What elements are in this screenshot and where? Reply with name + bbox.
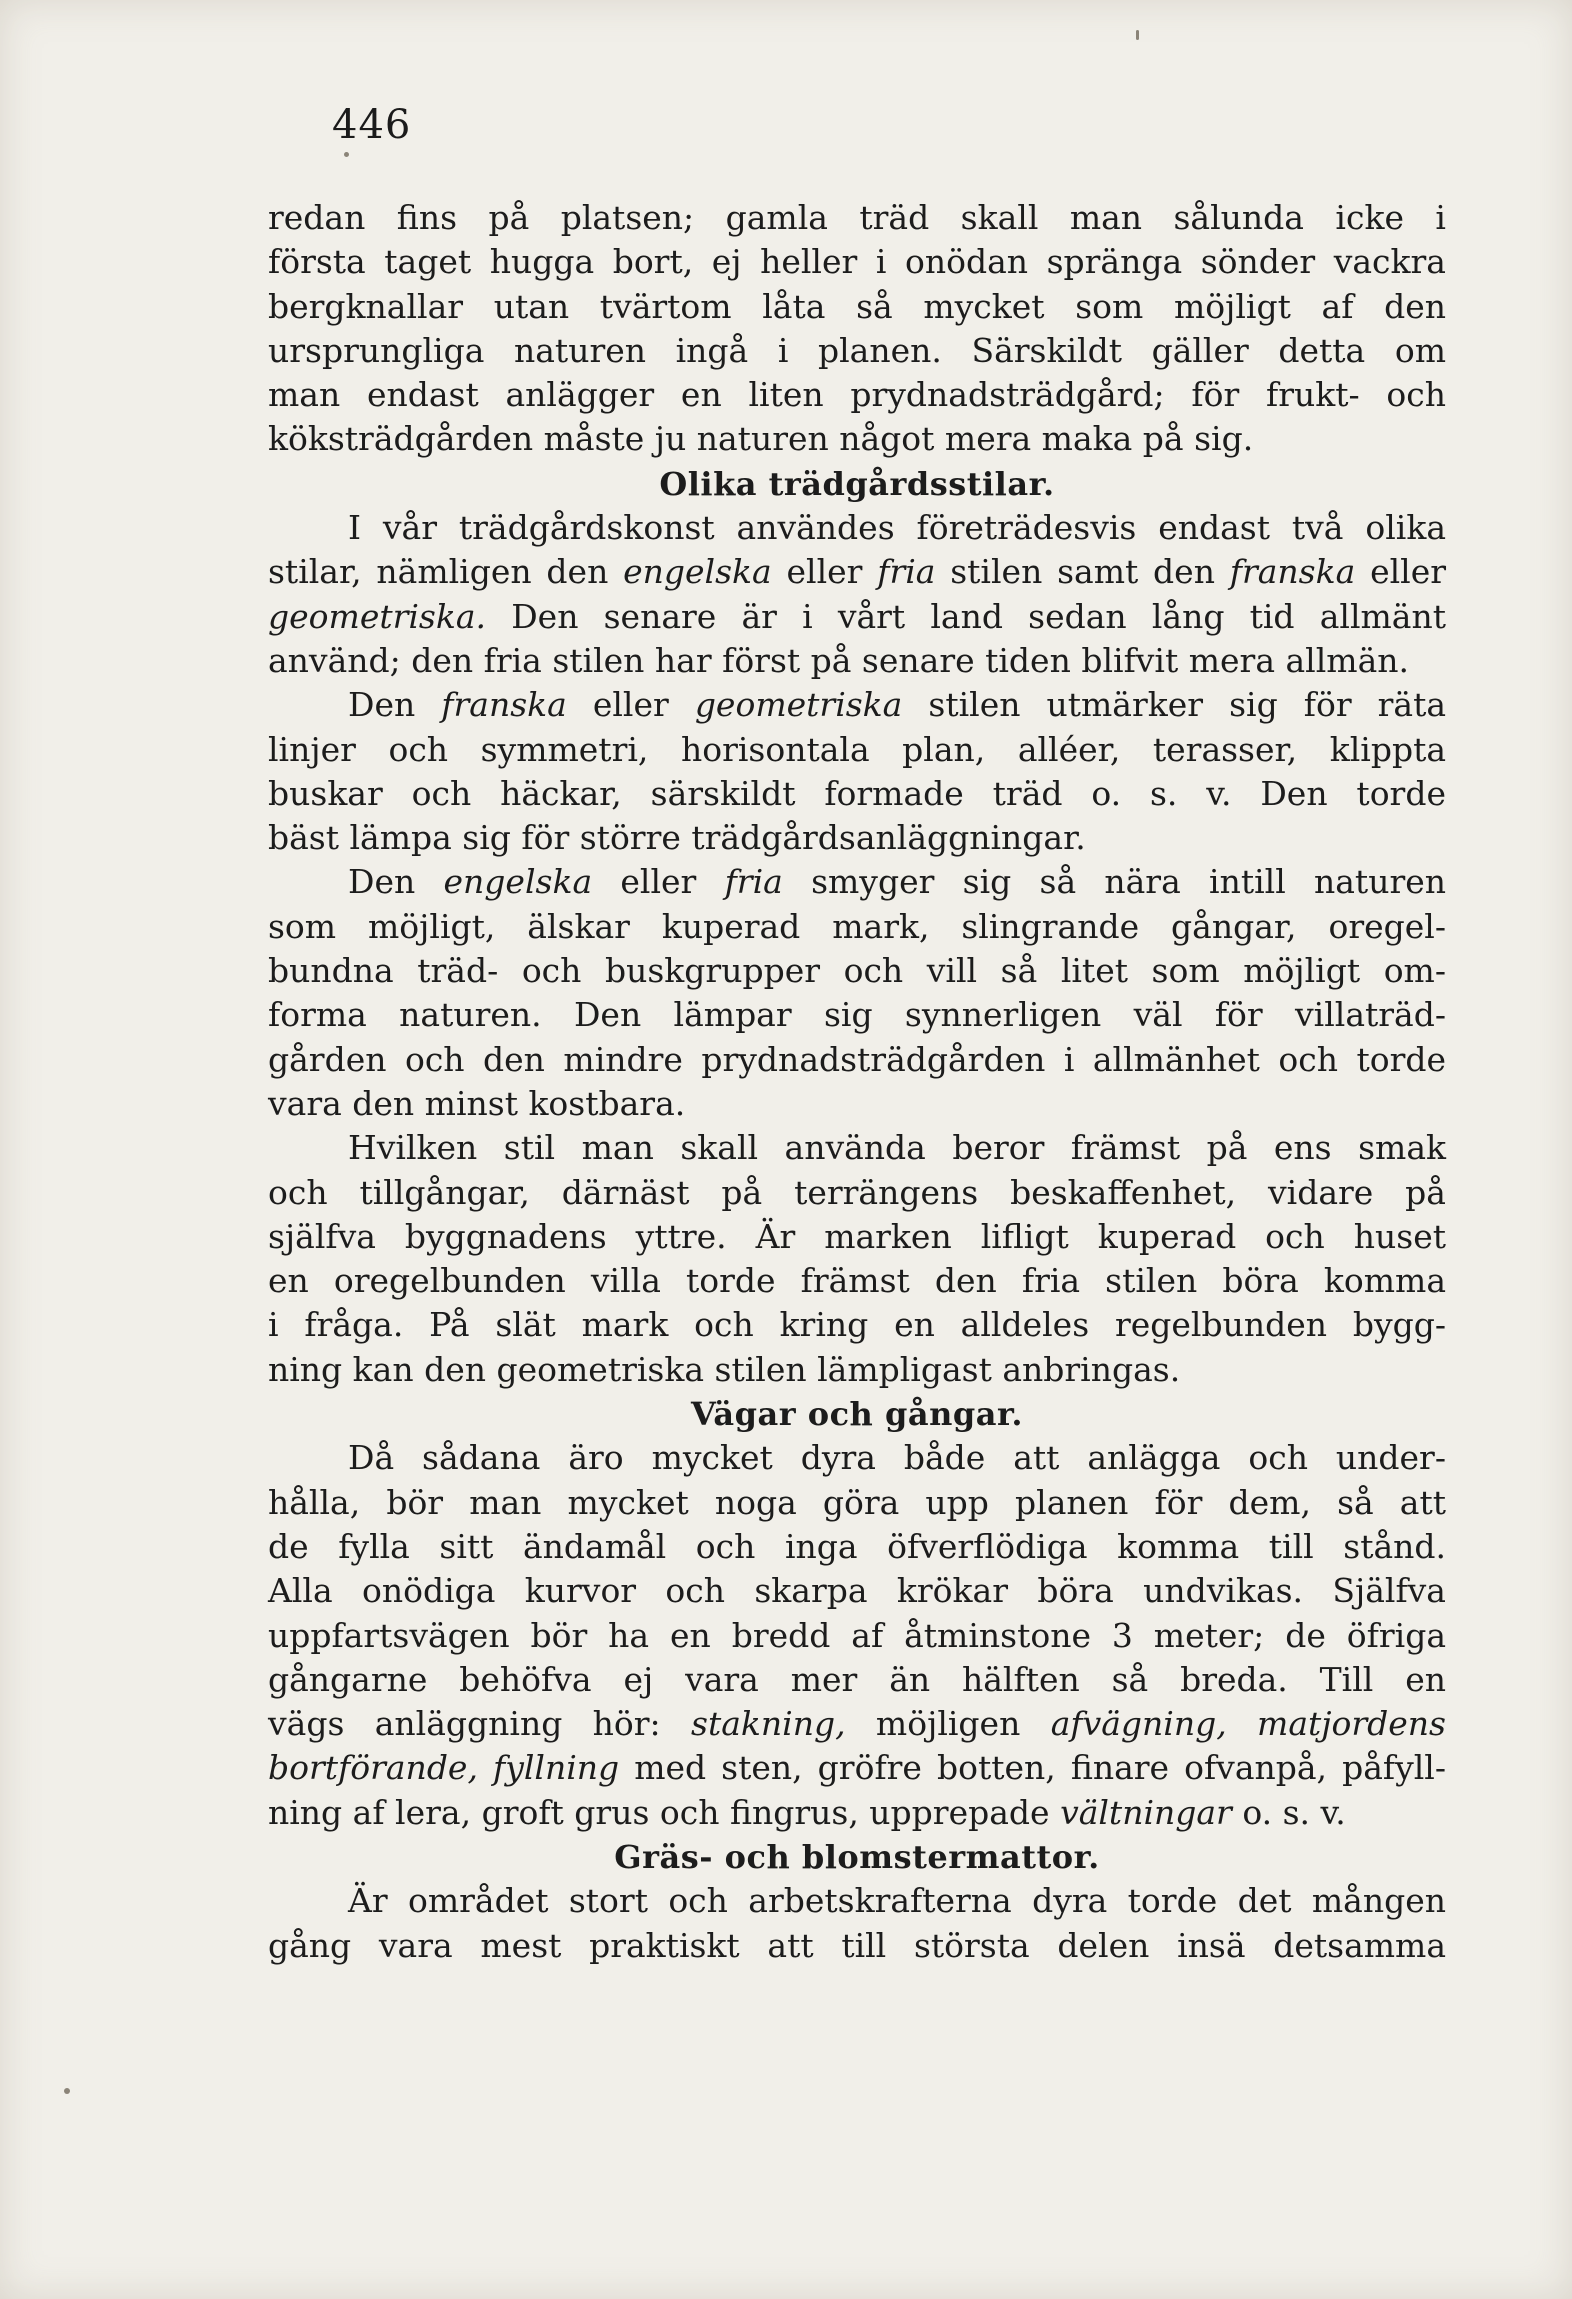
text-line: använd; den fria stilen har först på senare tiden blifvit mera allmän. <box>268 640 1409 680</box>
text-line: vara den minst kostbara. <box>268 1083 686 1123</box>
text-line: i fråga. På slät mark och kring en alldeles regelbunden bygg- <box>268 1305 1446 1345</box>
paragraph-paths <box>268 1436 1446 1835</box>
paper-speck <box>1136 30 1139 40</box>
paragraph-styles-intro <box>268 506 1446 683</box>
text-line: hålla, bör man mycket noga göra upp planen för dem, så att <box>268 1482 1446 1522</box>
paragraph-english-style <box>268 860 1446 1126</box>
text-line: man endast anlägger en liten prydnadsträdgård; för frukt- och <box>268 375 1446 415</box>
text-line: och tillgångar, därnäst på terrängens beskaffenhet, vidare på <box>268 1172 1446 1212</box>
text-line: I vår trädgårdskonst användes företrädesvis endast två olika <box>348 508 1446 548</box>
section-heading-paths: Vägar och gångar. <box>690 1395 1023 1434</box>
text-line: Då sådana äro mycket dyra både att anlägga och under- <box>348 1438 1446 1478</box>
paper-speck <box>344 152 349 157</box>
text-line: första taget hugga bort, ej heller i onödan spränga sönder vackra <box>268 242 1446 282</box>
text-line: Är området stort och arbetskrafterna dyra torde det mången <box>348 1881 1446 1921</box>
text-line: bortförande, fyllning med sten, gröfre botten, finare ofvanpå, påfyll- <box>268 1748 1446 1788</box>
text-line: linjer och symmetri, horisontala plan, alléer, terasser, klippta <box>268 729 1446 769</box>
text-line: ursprungliga naturen ingå i planen. Särskildt gäller detta om <box>268 330 1446 370</box>
text-line: geometriska. Den senare är i vårt land sedan lång tid allmänt <box>268 596 1446 636</box>
body-text <box>268 196 1446 1968</box>
text-line: redan fins på platsen; gamla träd skall man sålunda icke i <box>268 198 1446 237</box>
text-line: bergknallar utan tvärtom låta så mycket som möjligt af den <box>268 286 1446 326</box>
text-line: gång vara mest praktiskt att till största delen insä detsamma <box>268 1925 1446 1965</box>
text-line: bundna träd- och buskgrupper och vill så litet som möjligt om- <box>268 951 1446 991</box>
text-line: ning af lera, groft grus och fingrus, upprepade vältningar o. s. v. <box>268 1792 1346 1832</box>
text-line: Den franska eller geometriska stilen utmärker sig för räta <box>348 685 1447 725</box>
text-line: bäst lämpa sig för större trädgårdsanläggningar. <box>268 818 1086 858</box>
text-line: buskar och häckar, särskildt formade träd o. s. v. Den torde <box>268 773 1446 813</box>
text-line: ning kan den geometriska stilen lämpligast anbringas. <box>268 1349 1181 1389</box>
text-line: som möjligt, älskar kuperad mark, slingrande gångar, oregel- <box>268 906 1446 946</box>
text-line: forma naturen. Den lämpar sig synnerligen väl för villaträd- <box>268 995 1446 1035</box>
text-line: köksträdgården måste ju naturen något mera maka på sig. <box>268 419 1254 459</box>
text-line: de fylla sitt ändamål och inga öfverflödiga komma till stånd. <box>268 1526 1446 1566</box>
text-line: stilar, nämligen den engelska eller fria stilen samt den franska eller <box>268 552 1447 592</box>
page-number: 446 <box>332 102 412 148</box>
text-line: gångarne behöfva ej vara mer än hälften så breda. Till en <box>268 1659 1446 1699</box>
text-line: vägs anläggning hör: stakning, möjligen afvägning, matjordens <box>268 1704 1446 1744</box>
text-line: uppfartsvägen bör ha en bredd af åtminstone 3 meter; de öfriga <box>268 1615 1446 1655</box>
section-heading-lawns: Gräs- och blomstermattor. <box>614 1837 1100 1876</box>
paragraph-style-choice <box>268 1126 1446 1392</box>
text-line: en oregelbunden villa torde främst den fria stilen böra komma <box>268 1261 1446 1301</box>
text-line: själfva byggnadens yttre. Är marken lifligt kuperad och huset <box>268 1216 1446 1256</box>
text-line: Hvilken stil man skall använda beror främst på ens smak <box>348 1128 1446 1168</box>
section-heading-garden-styles: Olika trädgårdsstilar. <box>659 464 1055 503</box>
paragraph-french-style <box>268 683 1446 860</box>
paper-speck <box>64 2088 70 2094</box>
paragraph-intro <box>268 196 1446 462</box>
text-line: Den engelska eller fria smyger sig så nära intill naturen <box>348 862 1447 902</box>
paragraph-lawns <box>268 1879 1446 1968</box>
text-line: gården och den mindre prydnadsträdgården i allmänhet och torde <box>268 1039 1446 1079</box>
text-line: Alla onödiga kurvor och skarpa krökar böra undvikas. Själfva <box>268 1571 1446 1611</box>
